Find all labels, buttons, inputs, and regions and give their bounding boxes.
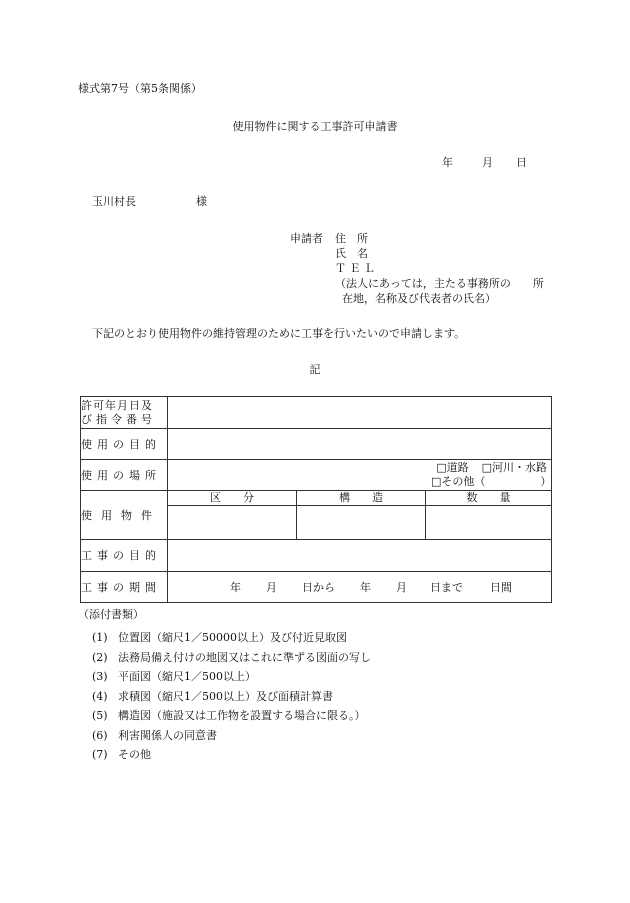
date-year-label: 年 — [442, 156, 453, 169]
end-day-label: 日まで — [430, 580, 463, 594]
usage-object-header — [81, 491, 168, 540]
attachment-number: (1) — [92, 631, 108, 644]
work-period-field[interactable] — [168, 572, 552, 603]
attachments-heading: （添付書類） — [78, 608, 144, 621]
usage-purpose-header-text: 使用の目的 — [81, 437, 161, 451]
list-item — [92, 706, 371, 726]
other-checkbox[interactable]: □その他（ ） — [431, 475, 552, 488]
permit-number-field[interactable] — [168, 397, 552, 429]
attachment-text: 求積図（縮尺1／500以上）及び面積計算書 — [118, 689, 333, 703]
table-row — [81, 572, 552, 603]
quantity-column-header: 数 量 — [466, 491, 511, 504]
document-title: 使用物件に関する工事許可申請書 — [232, 120, 398, 133]
quantity-input[interactable] — [426, 506, 551, 539]
start-month-label: 月 — [266, 580, 277, 594]
applicant-name-label: 氏 名 — [335, 247, 368, 260]
list-item — [92, 687, 371, 707]
addressee-name: 玉川村長 — [92, 195, 136, 208]
permit-number-header-line2: び指令番号 — [81, 413, 156, 426]
date-line — [442, 157, 527, 168]
usage-location-header-text: 使用の場所 — [81, 468, 161, 482]
usage-purpose-header — [81, 429, 168, 460]
work-period-header-text: 工事の期間 — [81, 580, 161, 594]
applicant-note-line1: （法人にあっては，主たる事務所の 所 — [335, 277, 544, 290]
usage-location-field[interactable] — [168, 460, 552, 491]
list-item — [92, 648, 371, 668]
days-label: 日間 — [490, 580, 512, 594]
work-purpose-field[interactable] — [168, 540, 552, 572]
end-year-label: 年 — [360, 580, 371, 594]
end-month-label: 月 — [396, 580, 407, 594]
intro-text: 下記のとおり使用物件の維持管理のために工事を行いたいので申請します。 — [92, 327, 466, 340]
addressee-honorific: 様 — [196, 195, 207, 208]
table-row — [81, 397, 552, 429]
attachment-text: 構造図（施設又は工作物を設置する場合に限る。） — [118, 709, 366, 722]
structure-column-header: 構 造 — [297, 491, 426, 505]
river-checkbox[interactable]: □河川・水路 — [481, 461, 547, 474]
application-table — [80, 396, 552, 603]
attachments-list — [92, 628, 371, 765]
permit-number-header — [81, 397, 168, 429]
usage-object-cell — [168, 491, 552, 540]
date-month-label: 月 — [482, 156, 493, 169]
work-purpose-header — [81, 540, 168, 572]
work-purpose-header-text: 工事の目的 — [81, 549, 161, 562]
usage-object-header-text: 使用物件 — [81, 508, 161, 522]
applicant-block — [290, 231, 544, 306]
category-input[interactable] — [168, 506, 297, 539]
list-item — [92, 726, 371, 746]
usage-location-header — [81, 460, 168, 491]
attachment-number: (3) — [92, 670, 108, 683]
date-day-label: 日 — [516, 156, 527, 169]
table-row — [81, 491, 552, 540]
attachment-number: (2) — [92, 650, 108, 664]
ki-heading: 記 — [309, 363, 321, 376]
attachment-number: (4) — [92, 689, 108, 703]
list-item — [92, 745, 371, 765]
usage-purpose-field[interactable] — [168, 429, 552, 460]
start-year-label: 年 — [230, 580, 241, 594]
category-column-header: 区 分 — [168, 491, 297, 505]
table-row — [81, 460, 552, 491]
addressee — [92, 196, 207, 207]
start-day-label: 日から — [302, 580, 335, 594]
form-number: 様式第7号（第5条関係） — [78, 82, 202, 95]
list-item — [92, 667, 371, 687]
attachment-text: その他 — [118, 748, 151, 761]
applicant-tel-label: Ｔ Ｅ Ｌ — [335, 262, 375, 275]
attachment-text: 平面図（縮尺1／500以上） — [118, 670, 256, 683]
attachment-text: 法務局備え付けの地図又はこれに準ずる図面の写し — [118, 650, 371, 664]
applicant-label: 申請者 — [290, 232, 323, 245]
structure-input[interactable] — [297, 506, 426, 539]
list-item — [92, 628, 371, 648]
road-checkbox[interactable]: □道路 — [436, 461, 469, 474]
applicant-address-label: 住 所 — [335, 232, 368, 245]
table-row — [81, 540, 552, 572]
applicant-note-line2: 在地，名称及び代表者の氏名） — [342, 292, 496, 305]
attachment-number: (5) — [92, 709, 108, 722]
permit-number-header-line1: 許可年月日及 — [81, 399, 153, 412]
attachment-text: 利害関係人の同意書 — [118, 728, 217, 742]
work-period-header — [81, 572, 168, 603]
table-row — [81, 429, 552, 460]
attachment-number: (7) — [92, 748, 108, 761]
attachment-number: (6) — [92, 728, 108, 742]
attachment-text: 位置図（縮尺1／50000以上）及び付近見取図 — [118, 631, 347, 644]
